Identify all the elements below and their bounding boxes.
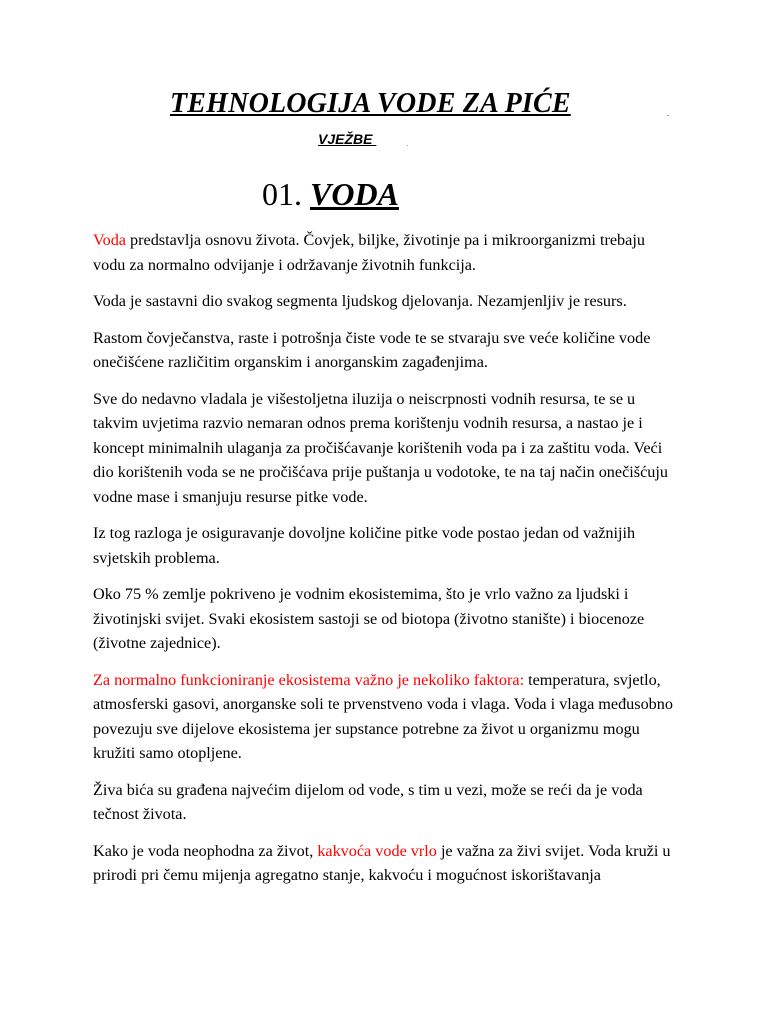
- document-subtitle: VJEŽBE: [318, 131, 377, 147]
- paragraph: Iz tog razloga je osiguravanje dovoljne količine pitke vode postao jedan od važnijih svjetskih problema.: [93, 524, 636, 567]
- paragraph: [93, 228, 678, 277]
- paragraph: [93, 668, 678, 766]
- paragraph-text: je važna za živi svijet. Voda kruži u prirodi pri čemu mijenja agregatno stanje, kakvoću i mogućnost iskorištavanja: [93, 841, 671, 884]
- section-heading: [262, 176, 399, 213]
- paragraph-text: temperatura, svjetlo, atmosferski gasovi, anorganske soli te prvenstveno voda i vlaga. Voda i vlaga međusobno povezuju sve dijelove ekosistema jer supstance potrebne za život u organizmu mogu kružiti samo otopljene.: [93, 670, 673, 762]
- highlight-red: Voda: [93, 231, 126, 249]
- document-body: [93, 228, 678, 900]
- paragraph: [93, 839, 678, 888]
- paragraph: Oko 75 % zemlje pokriveno je vodnim ekosistemima, što je vrlo važno za ljudski i životinjski svijet. Svaki ekosistem sastoji se od biotopa (životno stanište) i biocenoze (životne zajednice).: [93, 585, 645, 652]
- highlight-red: Za normalno funkcioniranje ekosistema važno je nekoliko faktora:: [93, 670, 525, 689]
- paragraph: Sve do nedavno vladala je višestoljetna iluzija o neiscrpnosti vodnih resursa, te se u takvim uvjetima razvio nemaran odnos prema korištenju vodnih resursa, a nastao je i koncept minimalnih ulaganja za pročišćavanje korištenih voda pa i za zaštitu voda. Veći dio korištenih voda se ne pročišćava prije puštanja u vodotoke, te na taj način onečišćuju vodne mase i smanjuju resurse pitke vode.: [93, 389, 668, 506]
- section-number: 01.: [262, 176, 302, 212]
- document-title: TEHNOLOGIJA VODE ZA PIĆE: [170, 88, 571, 119]
- highlight-red: kakvoća vode vrlo: [317, 841, 437, 860]
- section-title: VODA: [310, 176, 399, 212]
- paragraph-text: predstavlja osnovu života. Čovjek, biljke, životinje pa i mikroorganizmi trebaju vodu za normalno odvijanje i održavanje životnih funkcija.: [93, 231, 645, 274]
- subtitle-mark: .: [407, 142, 409, 148]
- title-mark: .: [667, 109, 669, 118]
- paragraph: Voda je sastavni dio svakog segmenta ljudskog djelovanja. Nezamjenljiv je resurs.: [93, 292, 627, 310]
- paragraph: Rastom čovječanstva, raste i potrošnja čiste vode te se stvaraju sve veće količine vode onečišćene različitim organskim i anorganskim zagađenjima.: [93, 328, 651, 371]
- paragraph: Živa bića su građena najvećim dijelom od vode, s tim u vezi, može se reći da je voda tečnost života.: [93, 780, 643, 823]
- paragraph-text: Kako je voda neophodna za život,: [93, 841, 318, 860]
